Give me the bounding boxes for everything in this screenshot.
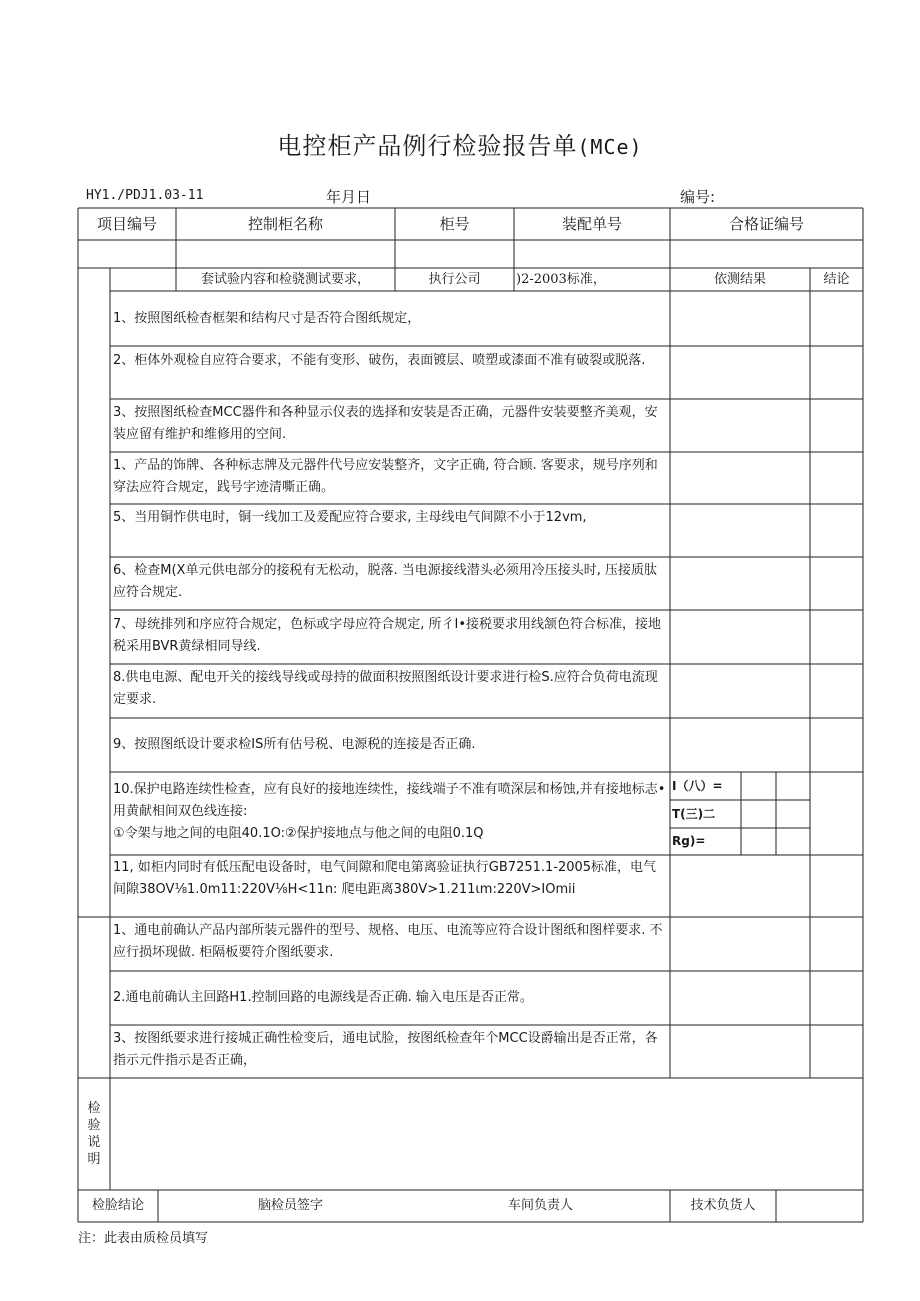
check-item-3: 3、按照图纸检查MCC器件和各种显示仪表的选择和安装是否正确，元器件安装要整齐美观，安装应留有维护和维修用的空间. — [113, 405, 658, 442]
check-item-10: 10.保护电路连续性检查，应有良好的接地连续性，接线端子不准有喷深层和杨蚀,并有接地标志•用黄献相间双色线连接: — [113, 782, 666, 819]
check-item-8: 8.供电电源、配电开关的接线导线或母持的做面积按照图纸设计要求进行检S.应符合负荷电流现定要求. — [113, 670, 658, 707]
info-header-certificate-no: 合格证编号 — [728, 215, 804, 233]
title-suffix: (MCe) — [577, 135, 643, 159]
footer-conclusion-label: 检脸结论 — [91, 1198, 144, 1213]
power-check-1: 1、通电前确认产品内部所装元器件的型号、规格、电压、电流等应符合设计图纸和图样要求. 不应行损坏现做. 柜隔板要符介图纸要求. — [113, 923, 663, 960]
conclusion-header: 结论 — [823, 271, 850, 287]
remarks-label-text: 检验说明 — [87, 1101, 101, 1167]
info-header-cabinet-no: 柜号 — [439, 215, 470, 233]
power-check-2: 2.通电前确认主回路H1.控制回路的电源线是否正确. 输入电压是否正常。 — [113, 990, 533, 1005]
result-header: 依测结果 — [713, 271, 766, 287]
check-item-2: 2、柜体外观检自应符合要求，不能有变形、破伤，表面镀层、喷塑或漆面不准有破裂或脱落. — [113, 353, 646, 368]
doc-code: HY1./PDJ1.03-11 — [86, 188, 204, 203]
info-header-project-no: 项目编号 — [96, 215, 157, 233]
check-item-11: 11, 如柜内同时有低压配电设备时，电气间隙和爬电第离验证执行GB7251.1-2005标准，电气间隙38OV⅛1.0m11:220V⅛H<11n: 爬电距离380V>1.211ιm:220V>IOmii — [113, 860, 657, 897]
info-header-assembly-no: 装配单号 — [561, 215, 622, 233]
footer-inspector-label: 脑检员签字 — [258, 1198, 324, 1213]
footer-workshop-label: 车间负责人 — [508, 1198, 574, 1213]
standard-header: )2-2003标准， — [516, 272, 606, 287]
check-item-5: 5、当用铜怍供电时，铜一线加工及爰配应符合要求, 主母线电气间隙不小于12vm, — [113, 510, 587, 525]
cabinet-no-value[interactable] — [395, 240, 514, 268]
power-check-3: 3、按图纸要求进行接城正确性检变后，通电试脸，按图纸检查年个MCC设爵输出是否正常，各指示元件指示是否正确， — [113, 1031, 658, 1068]
footer-tech-label: 技术负货人 — [690, 1198, 756, 1213]
check-item-6: 6、检查M(X单元供电部分的接税有无松动，脱落. 当电源接线潜头必须用冷压接头时, 压接质肽应符合规定. — [113, 563, 657, 600]
title-text: 电控柜产品例行检验报告单 — [277, 132, 578, 160]
requirements-header: 套试验内容和检骁测试要求， — [200, 271, 370, 287]
certificate-no-value[interactable] — [670, 240, 863, 268]
assembly-no-value[interactable] — [514, 240, 670, 268]
check-item-1: 1、按照图纸检杳框架和结构尺寸是否符合图纸规定， — [113, 311, 421, 326]
measurement-t: T(三)二 — [672, 807, 716, 821]
footnote: 注：此表由质检员填写 — [78, 1231, 209, 1246]
info-header-cabinet-name: 控制柜名称 — [247, 215, 323, 233]
date-label: 年月日 — [326, 188, 372, 206]
company-header: 执行公司 — [428, 271, 481, 287]
measurement-rg: Rg)= — [672, 834, 706, 848]
project-no-value[interactable] — [78, 240, 176, 268]
check-item-7: 7、母统排列和序应符合规定，色标或字母应符合规定, 所彳I•接税要求用线颔色符合标准，接地税采用BVR黄绿相同导线. — [113, 617, 662, 654]
measurement-i: I（八）= — [672, 779, 723, 793]
check-item-9: 9、按照图纸设计要求检IS所有估号税、电源税的连接是否正确. — [113, 737, 476, 752]
cabinet-name-value[interactable] — [176, 240, 395, 268]
number-label: 编号: — [680, 188, 716, 206]
check-item-4: 1、产品的饰牌、各种标志牌及元器件代号应安装整齐，文字正确, 符合顾. 客要求，规号序列和穿法应符合规定，践号字迹清嘶正确。 — [113, 458, 658, 495]
remarks-label — [78, 1100, 110, 1168]
check-item-10-formula: ①令架与地之间的电阻40.1O:②保护接地点与他之间的电阻0.1Q — [113, 826, 484, 841]
